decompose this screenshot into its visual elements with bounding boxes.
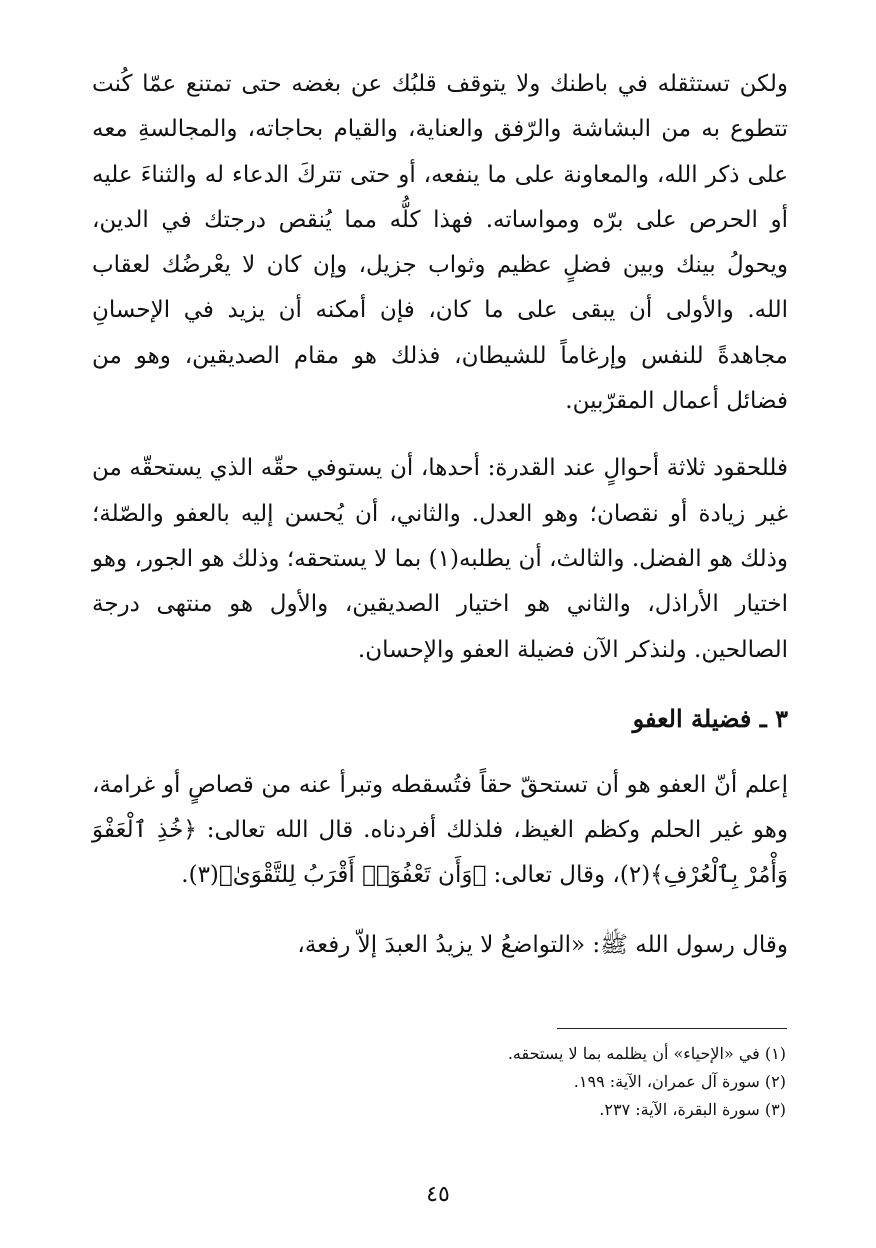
body-paragraph-1: ولكن تستثقله في باطنك ولا يتوقف قلبُك عن بغضه حتى تمتنع عمّا كُنت تتطوع به من البشاشة والرّفق والعناية، والقيام بحاجاته، والمجالسةِ معه على ذكر الله، والمعاونة على ما ينفعه، أو حتى تتركَ الدعاء له والثناءَ عليه أو الحرص على برّه ومواساته. فهذا كلُّه مما يُنقص درجتك في الدين، ويحولُ بينك وبين فضلٍ عظيم وثواب جزيل، وإن كان لا يعْرضُك لعقاب الله. والأولى أن يبقى على ما كان، فإن أمكنه أن يزيد في الإحسانِ مجاهدةً للنفس وإرغاماً للشيطان، فذلك هو مقام الصديقين، وهو من فضائل أعمال المقرّبين. (92, 71, 788, 415)
footnote-divider (557, 1028, 787, 1029)
footnote-2: (٢) سورة آل عمران، الآية: ١٩٩. (573, 1072, 786, 1091)
footnote-3: (٣) سورة البقرة، الآية: ٢٣٧. (599, 1100, 786, 1119)
footnote-1: (١) في «الإحياء» أن يظلمه بما لا يستحقه. (507, 1044, 786, 1063)
section-paragraph-2: وقال رسول الله ﷺ: «التواضعُ لا يزيدُ العبدَ إلاّ رفعة، (297, 931, 788, 958)
section-paragraph-1: إعلم أنّ العفو هو أن تستحقّ حقاً فتُسقطه وتبرأ عنه من قصاصٍ أو غرامة، وهو غير الحلم وكظم الغيظ، فلذلك أفردناه. قال الله تعالى: ﴿خُذِ ٱلْعَفْوَ وَأْمُرْ بِٱلْعُرْفِ﴾(٢)، وقال تعالى: ﴿وَأَن تَعْفُوٓا۟ أَقْرَبُ لِلتَّقْوَىٰ﴾(٣). (92, 771, 788, 889)
page-body (92, 62, 788, 968)
footnotes (300, 1040, 786, 1124)
body-paragraph-2: فللحقود ثلاثة أحوالٍ عند القدرة: أحدها، أن يستوفي حقّه الذي يستحقّه من غير زيادة أو نقصان؛ وهو العدل. والثاني، أن يُحسن إليه بالعفو والصّلة؛ وذلك هو الفضل. والثالث، أن يطلبه(١) بما لا يستحقه؛ وذلك هو الجور، وهو اختيار الأراذل، والثاني هو اختيار الصديقين، والأول هو منتهى درجة الصالحين. ولنذكر الآن فضيلة العفو والإحسان. (92, 455, 788, 663)
section-heading: ٣ ـ فضيلة العفو (632, 703, 788, 733)
page-number: ٤٥ (426, 1182, 450, 1207)
